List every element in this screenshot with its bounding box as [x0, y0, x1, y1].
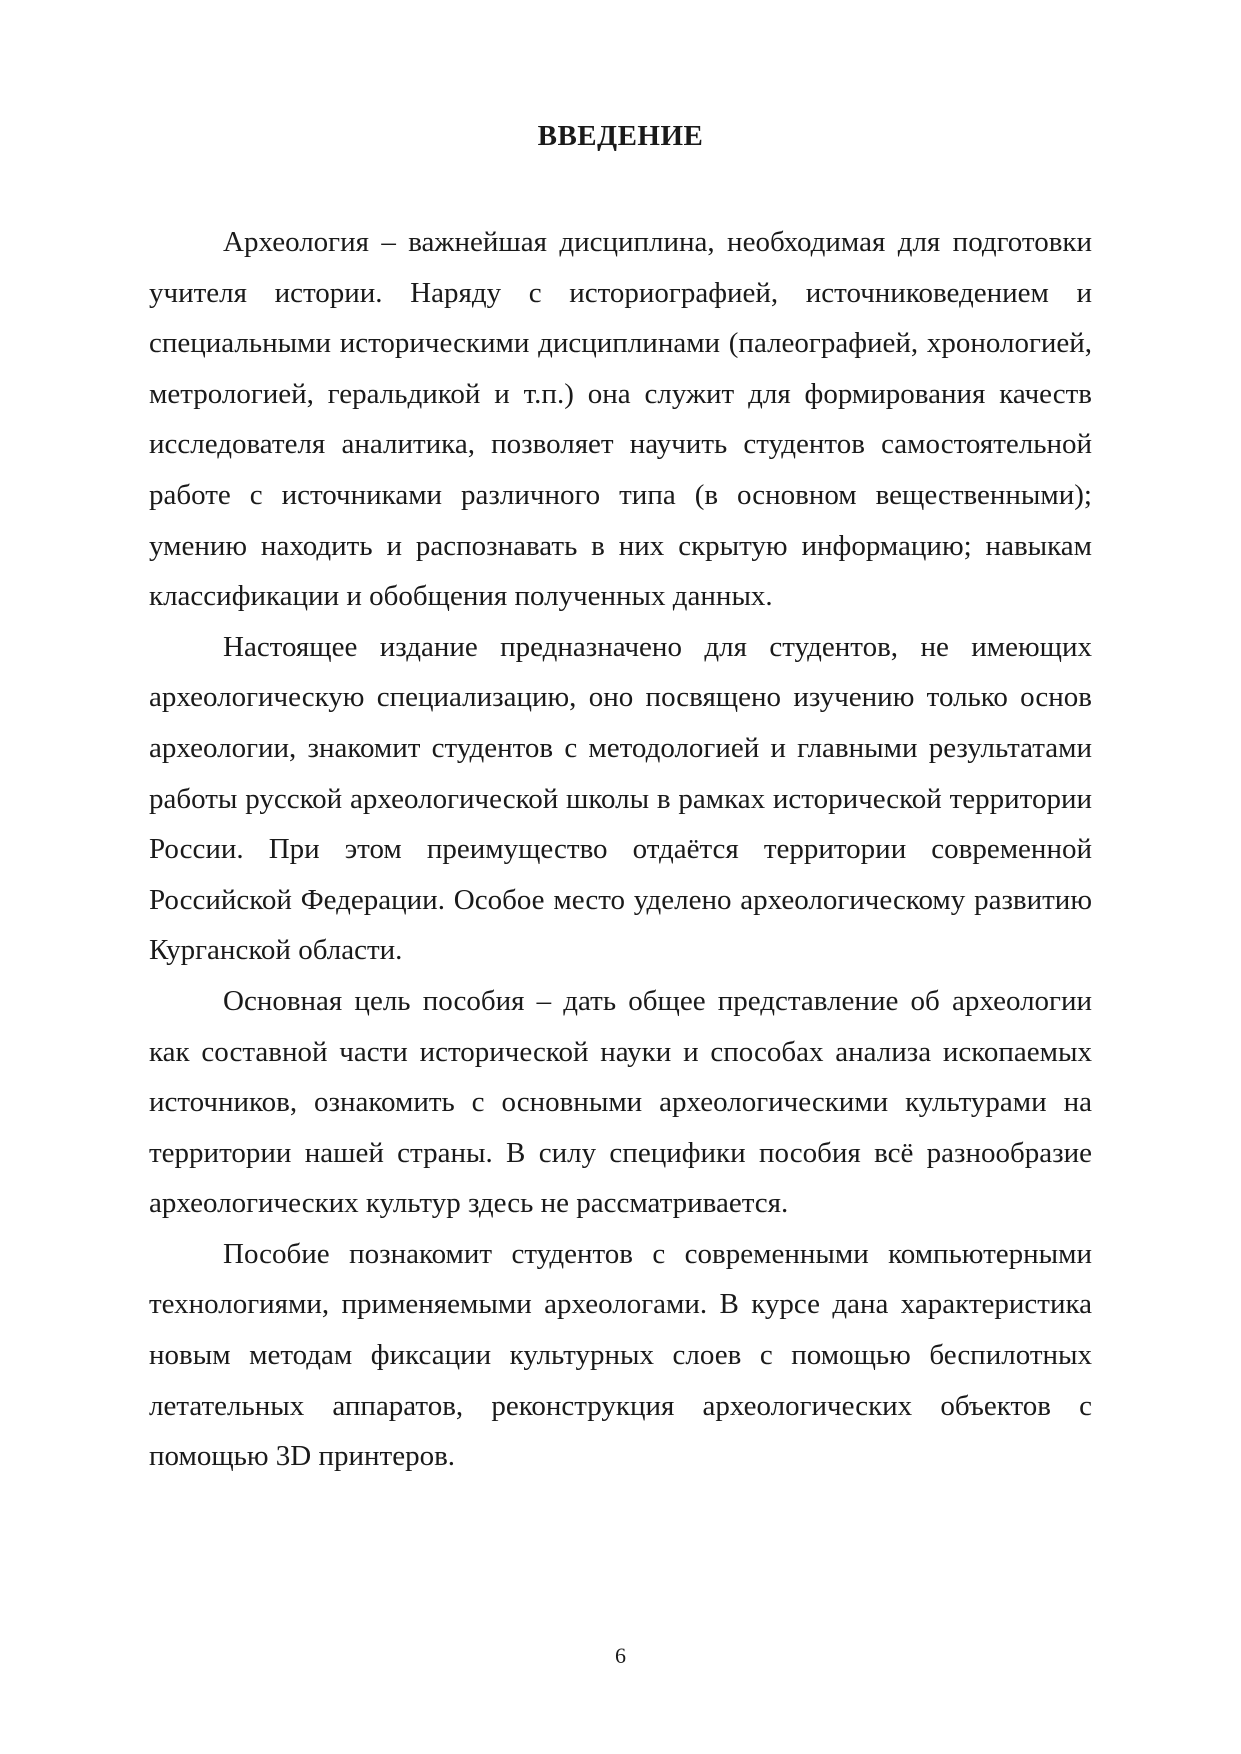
- section-title: ВВЕДЕНИЕ: [537, 120, 704, 152]
- paragraph-4: Пособие познакомит студентов с современными компьютерными технологиями, применяемыми археологами. В курсе дана характеристика новым методам фиксации культурных слоев с помощью беспилотных летательных аппаратов, реконструкция археологических объектов с помощью 3D принтеров.: [149, 1237, 1092, 1473]
- paragraph-2: Настоящее издание предназначено для студентов, не имеющих археологическую специализацию, оно посвящено изучению только основ археологии, знакомит студентов с методологией и главными результатами работы русской археологической школы в рамках исторической территории России. При этом преимущество отдаётся территории современной Российской Федерации. Особое место уделено археологическому развитию Курганской области.: [149, 630, 1092, 967]
- page-number: 6: [615, 1643, 626, 1668]
- paragraph-3: Основная цель пособия – дать общее представление об археологии как составной части исторической науки и способах анализа ископаемых источников, ознакомить с основными археологическими культурами на территории нашей страны. В силу специфики пособия всё разнообразие археологических культур здесь не рассматривается.: [149, 984, 1092, 1220]
- paragraph-1: Археология – важнейшая дисциплина, необходимая для подготовки учителя истории. Наряду с историографией, источниковедением и специальными историческими дисциплинами (палеографией, хронологией, метрологией, геральдикой и т.п.) она служит для формирования качеств исследователя аналитика, позволяет научить студентов самостоятельной работе с источниками различного типа (в основном вещественными); умению находить и распознавать в них скрытую информацию; навыкам классификации и обобщения полученных данных.: [149, 226, 1092, 613]
- body-text: [149, 217, 1092, 1482]
